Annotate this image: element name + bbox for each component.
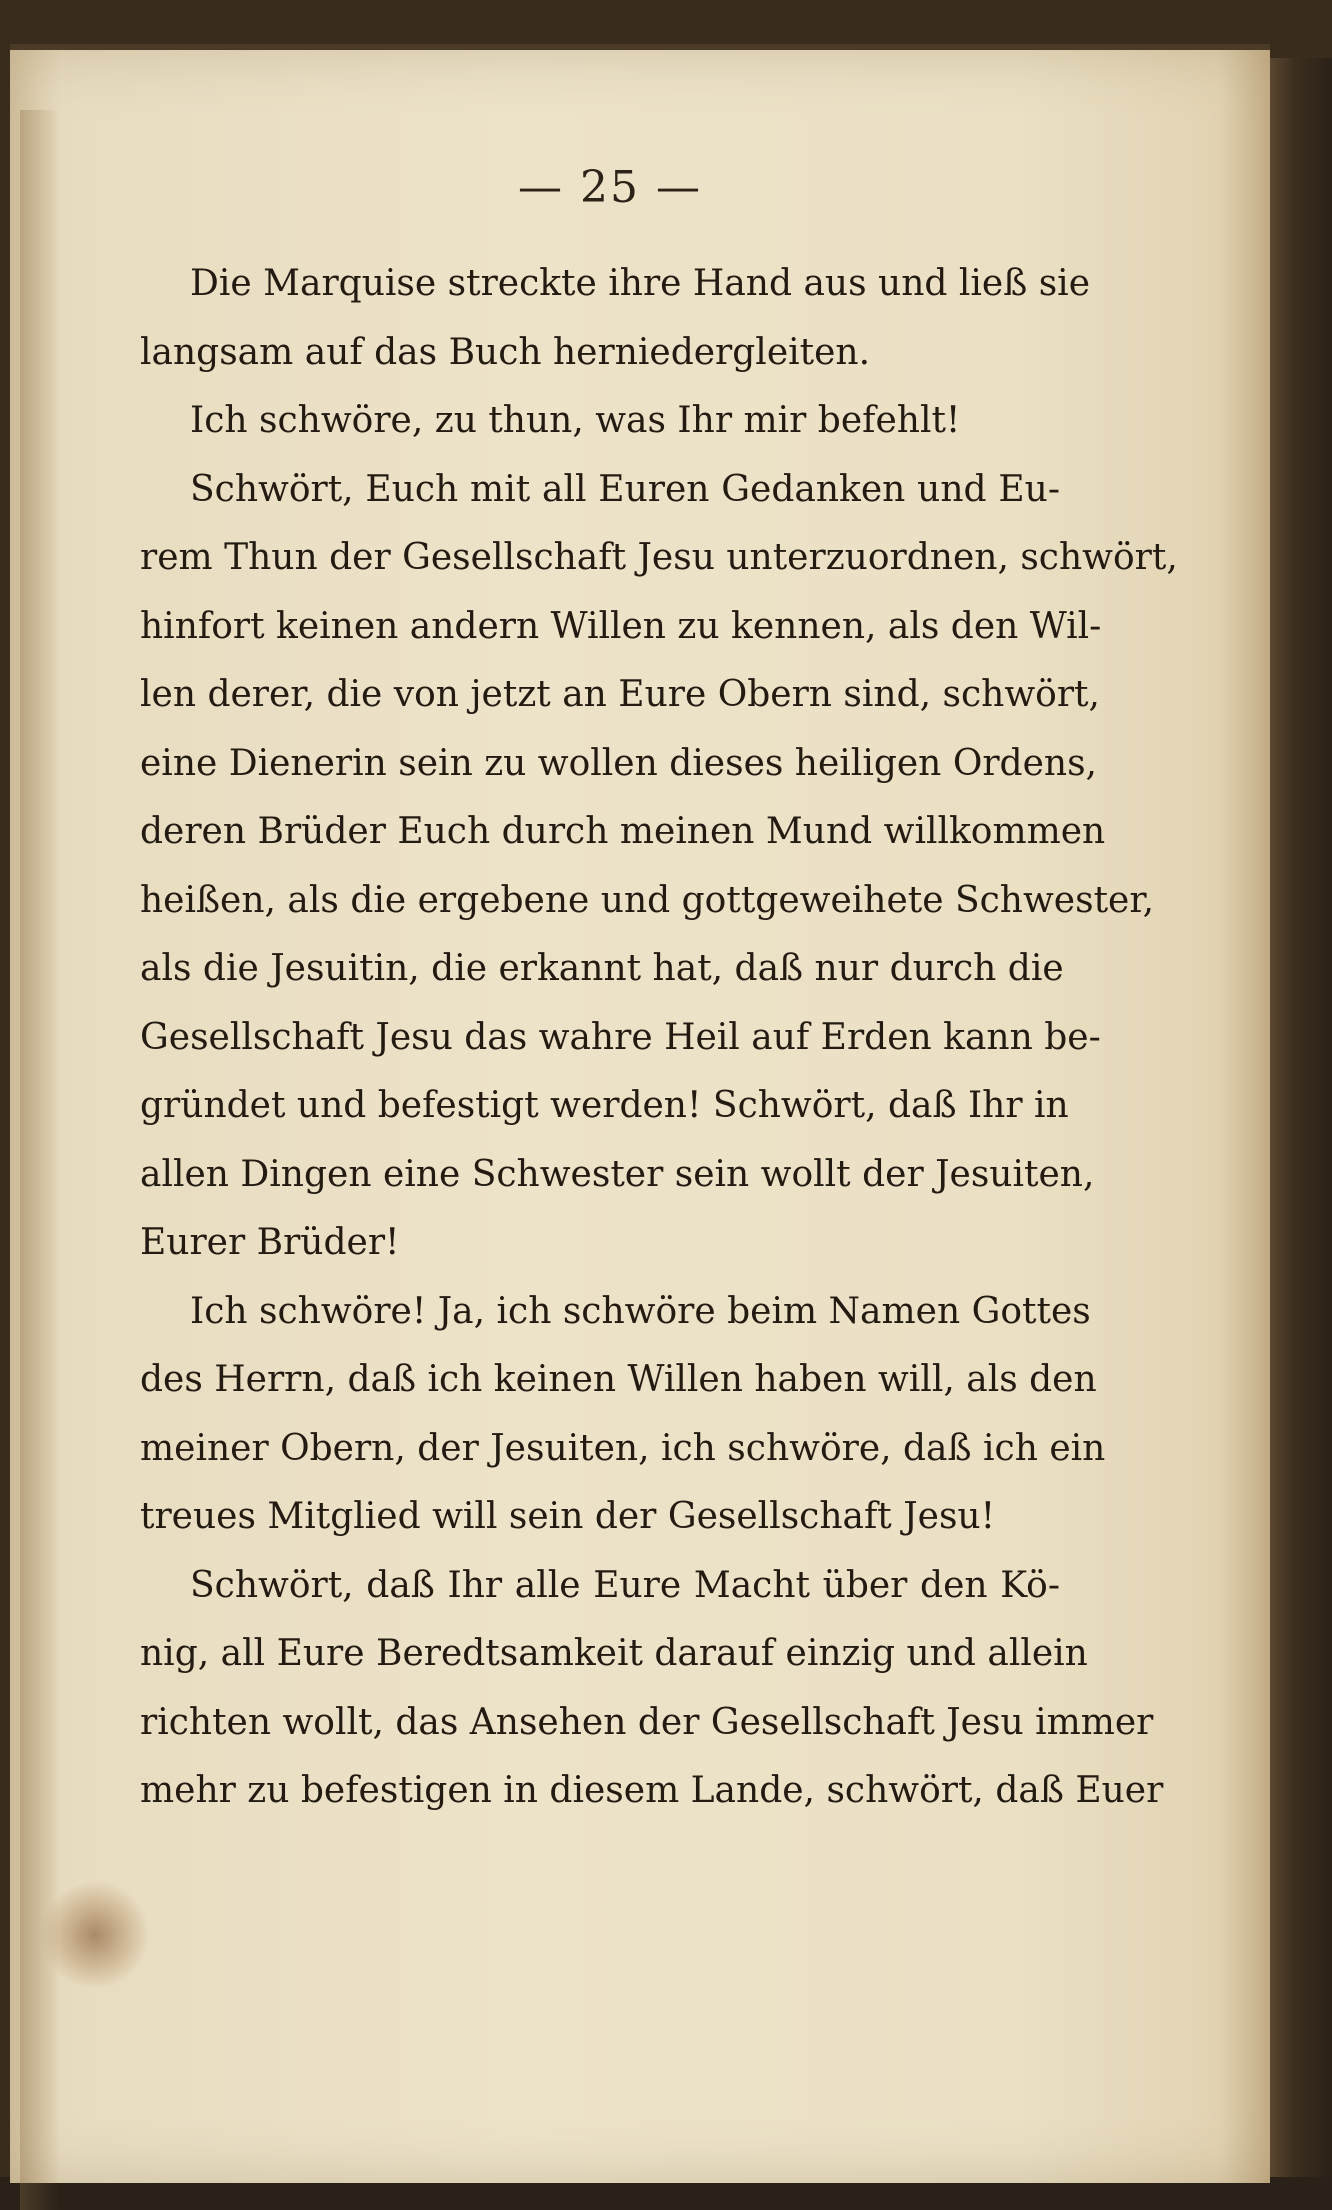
- text-line: mehr zu befestigen in diesem Lande, schwört, daß Euer: [140, 1770, 1164, 1811]
- text-line: Schwört, daß Ihr alle Eure Macht über den Kö-: [190, 1564, 1060, 1606]
- text-line: richten wollt, das Ansehen der Gesellschaft Jesu immer: [140, 1701, 1154, 1743]
- text-line: hinfort keinen andern Willen zu kennen, als den Wil-: [140, 605, 1102, 647]
- text-line: des Herrn, daß ich keinen Willen haben will, als den: [140, 1359, 1097, 1400]
- text-line: treues Mitglied will sein der Gesellschaft Jesu!: [140, 1496, 996, 1537]
- text-line: als die Jesuitin, die erkannt hat, daß nur durch die: [140, 948, 1064, 989]
- book-edge: [1270, 58, 1332, 2177]
- gutter-shadow: [20, 110, 60, 2210]
- text-line: Gesellschaft Jesu das wahre Heil auf Erden kann be-: [140, 1016, 1101, 1058]
- page-stain: [40, 1880, 150, 1990]
- body-text: [140, 250, 1178, 1826]
- text-line: eine Dienerin sein zu wollen dieses heiligen Ordens,: [140, 742, 1097, 784]
- text-line: Die Marquise streckte ihre Hand aus und ließ sie: [190, 263, 1090, 304]
- text-line: Ich schwöre, zu thun, was Ihr mir befehlt!: [190, 400, 961, 441]
- page-number: — 25 —: [518, 162, 702, 213]
- text-line: langsam auf das Buch herniedergleiten.: [140, 331, 871, 373]
- text-line: deren Brüder Euch durch meinen Mund willkommen: [140, 811, 1106, 852]
- text-line: meiner Obern, der Jesuiten, ich schwöre, daß ich ein: [140, 1427, 1106, 1469]
- text-line: len derer, die von jetzt an Eure Obern sind, schwört,: [140, 674, 1100, 715]
- text-line: gründet und befestigt werden! Schwört, daß Ihr in: [140, 1085, 1069, 1126]
- text-line: allen Dingen eine Schwester sein wollt der Jesuiten,: [140, 1153, 1095, 1195]
- text-line: Ich schwöre! Ja, ich schwöre beim Namen Gottes: [190, 1290, 1091, 1332]
- text-line: heißen, als die ergebene und gottgeweihete Schwester,: [140, 879, 1155, 921]
- text-line: nig, all Eure Beredtsamkeit darauf einzig und allein: [140, 1633, 1088, 1674]
- text-line: Eurer Brüder!: [140, 1222, 400, 1263]
- text-line: rem Thun der Gesellschaft Jesu unterzuordnen, schwört,: [140, 537, 1178, 578]
- text-line: Schwört, Euch mit all Euren Gedanken und Eu-: [190, 468, 1060, 510]
